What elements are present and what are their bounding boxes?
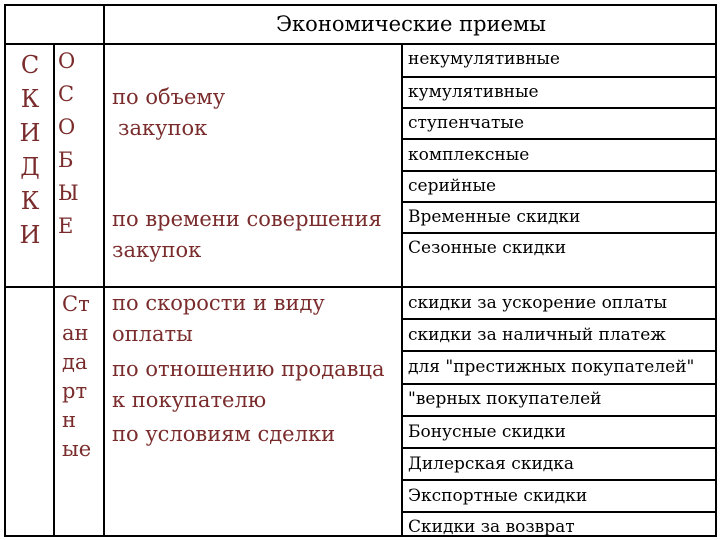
cell-divider	[402, 350, 717, 352]
criterion-line: по скорости и виду	[112, 291, 325, 315]
vertical-word-osobye	[58, 45, 88, 243]
criterion-line: по времени совершения	[112, 207, 382, 231]
discount-cell: Экспортные скидки	[408, 486, 588, 506]
discount-cell: "верных покупателей	[408, 389, 602, 409]
syllable: ан	[62, 321, 89, 345]
letter: Е	[58, 214, 74, 238]
letter: О	[58, 115, 76, 139]
syllable: рт	[62, 379, 88, 403]
cell-divider	[402, 318, 717, 320]
vertical-word-skidki	[8, 48, 52, 252]
column-divider	[103, 4, 105, 537]
table-title: Экономические приемы	[275, 12, 547, 36]
discount-cell: Скидки за возврат	[408, 517, 575, 537]
criterion-line: закупок	[118, 116, 208, 140]
criterion-line: по отношению продавца	[112, 357, 385, 381]
cell-divider	[402, 447, 717, 449]
discount-cell: Сезонные скидки	[408, 238, 567, 258]
criterion-line: к покупателю	[112, 388, 267, 412]
discount-cell: Дилерская скидка	[408, 454, 575, 474]
criterion-line: закупок	[112, 238, 202, 262]
table-frame	[4, 4, 717, 537]
header-divider	[4, 43, 717, 45]
discount-cell: скидки за наличный платеж	[408, 325, 666, 345]
discount-cell: Временные скидки	[408, 207, 581, 227]
discount-cell: скидки за ускорение оплаты	[408, 293, 668, 313]
cell-divider	[402, 201, 717, 203]
syllable: н	[62, 408, 76, 432]
section-divider	[4, 286, 717, 288]
letter: С	[20, 51, 40, 79]
cell-divider	[402, 107, 717, 109]
criterion-relation	[112, 354, 385, 416]
letter: О	[58, 49, 76, 73]
letter: Д	[20, 153, 40, 181]
letter: И	[19, 119, 41, 147]
criterion-volume	[112, 82, 225, 144]
cell-divider	[402, 415, 717, 417]
letter: С	[58, 82, 75, 106]
cell-divider	[402, 232, 717, 234]
criterion-time	[112, 204, 382, 266]
syllable: да	[62, 350, 88, 374]
column-divider	[401, 43, 403, 537]
vertical-word-standartnye	[62, 290, 102, 464]
discount-cell: серийные	[408, 176, 497, 196]
cell-divider	[402, 511, 717, 513]
syllable: ые	[62, 437, 92, 461]
cell-divider	[402, 138, 717, 140]
criterion-speed	[112, 288, 325, 350]
column-divider	[53, 43, 55, 537]
criterion-line: по условиям сделки	[112, 422, 336, 446]
letter: Б	[58, 148, 74, 172]
letter: Ы	[58, 181, 79, 205]
criterion-line: по объему	[112, 85, 226, 109]
cell-divider	[402, 383, 717, 385]
letter: И	[19, 221, 41, 249]
discount-cell: некумулятивные	[408, 49, 560, 69]
discount-cell: комплексные	[408, 145, 530, 165]
criterion-terms	[112, 419, 335, 450]
discount-cell: кумулятивные	[408, 82, 539, 102]
criterion-line: оплаты	[112, 322, 193, 346]
cell-divider	[402, 479, 717, 481]
cell-divider	[402, 76, 717, 78]
discount-cell: ступенчатые	[408, 113, 525, 133]
cell-divider	[402, 170, 717, 172]
discount-cell: для "престижных покупателей"	[408, 357, 695, 377]
discount-cell: Бонусные скидки	[408, 422, 566, 442]
letter: К	[20, 85, 40, 113]
syllable: Ст	[62, 292, 90, 316]
letter: К	[20, 187, 40, 215]
